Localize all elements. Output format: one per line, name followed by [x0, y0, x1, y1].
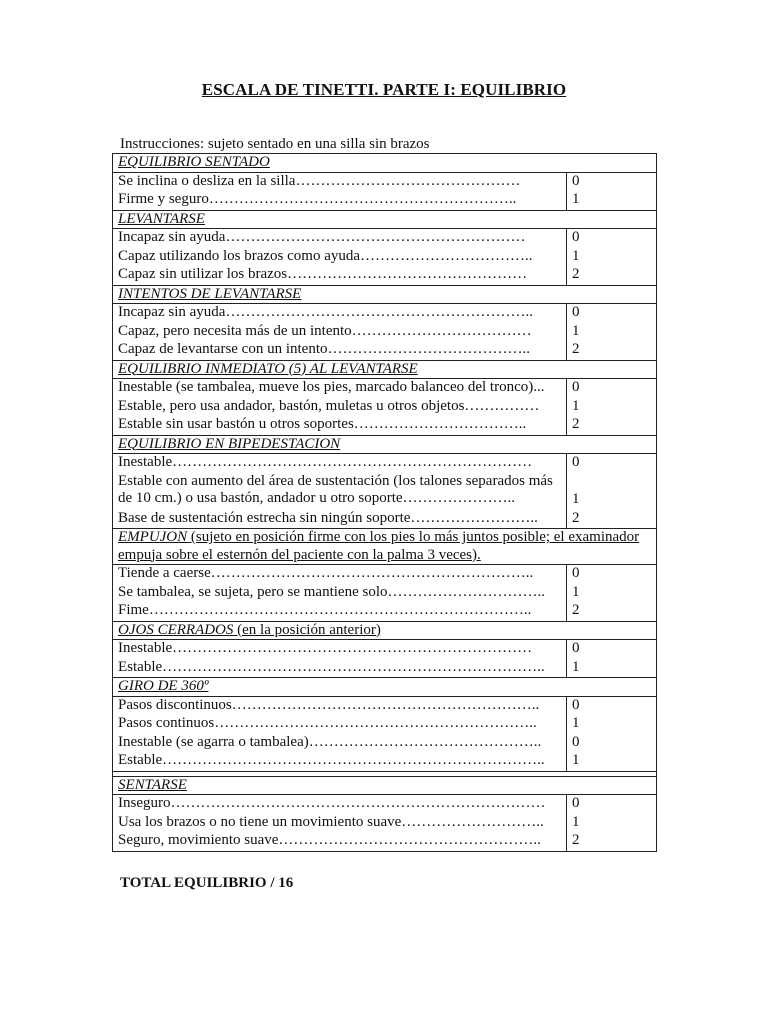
- item-score: 0: [572, 379, 580, 395]
- section-items-row: [113, 172, 657, 210]
- item-text: Estable sin usar bastón u otros soportes……………………………..: [118, 416, 527, 432]
- item-list: [113, 454, 567, 529]
- item-text: Capaz sin utilizar los brazos…………………………………………: [118, 266, 528, 282]
- item-score: 0: [572, 172, 580, 189]
- score-list: [567, 229, 657, 286]
- section-title: EQUILIBRIO SENTADO: [118, 154, 270, 170]
- item-score: 0: [572, 565, 580, 581]
- section-header: [113, 285, 657, 304]
- item-text: Capaz, pero necesita más de un intento………………………………: [118, 322, 532, 339]
- item-text: Capaz utilizando los brazos como ayuda……………………………..: [118, 247, 533, 264]
- score-list: [567, 696, 657, 771]
- section-title: EQUILIBRIO INMEDIATO (5) AL LEVANTARSE: [118, 360, 418, 377]
- item-text: Capaz de levantarse con un intento…………………………………..: [118, 341, 531, 357]
- item-text: Inestable (se agarra o tambalea)………………………………………..: [118, 733, 542, 750]
- section-title: OJOS CERRADOS: [118, 621, 234, 638]
- item-score: 0: [572, 733, 580, 750]
- item-score: 1: [572, 813, 580, 830]
- item-score: 2: [572, 341, 580, 357]
- section-title: EMPUJON: [118, 529, 188, 545]
- section-header: [113, 360, 657, 379]
- section-header: [113, 621, 657, 640]
- item-score: 0: [572, 640, 580, 656]
- item-list: [113, 379, 567, 436]
- item-text: Incapaz sin ayuda……………………………………………………..: [118, 304, 533, 320]
- score-list: [567, 795, 657, 852]
- item-text: Base de sustentación estrecha sin ningún soporte……………………..: [118, 509, 538, 526]
- item-text: Incapaz sin ayuda……………………………………………………: [118, 229, 526, 245]
- section-header-row: [113, 435, 657, 454]
- section-header-row: [113, 529, 657, 565]
- score-list: [567, 640, 657, 678]
- item-text: Usa los brazos o no tiene un movimiento suave………………………..: [118, 813, 544, 830]
- tinetti-balance-table: [112, 153, 657, 852]
- item-list: [113, 304, 567, 361]
- item-text: Estable…………………………………………………………………..: [118, 658, 545, 675]
- score-list: [567, 172, 657, 210]
- item-score: 1: [572, 397, 580, 414]
- item-score: 1: [572, 491, 580, 507]
- item-score: 1: [572, 752, 580, 768]
- instructions-text: Instrucciones: sujeto sentado en una silla sin brazos: [120, 136, 430, 152]
- item-score: 2: [572, 509, 580, 526]
- section-items-row: [113, 795, 657, 852]
- item-score: 2: [572, 602, 580, 618]
- section-header-row: [113, 210, 657, 229]
- item-score: 1: [572, 715, 580, 731]
- item-text: Pasos discontinuos……………………………………………………..: [118, 696, 540, 713]
- section-header: [113, 154, 657, 173]
- item-list: [113, 640, 567, 678]
- item-score: 2: [572, 266, 580, 282]
- item-score: 1: [572, 658, 580, 675]
- section-title: SENTARSE: [118, 776, 187, 793]
- item-list: [113, 696, 567, 771]
- document-title: ESCALA DE TINETTI. PARTE I: EQUILIBRIO: [201, 80, 567, 99]
- section-header-row: [113, 360, 657, 379]
- item-text: Seguro, movimiento suave……………………………………………..: [118, 832, 541, 848]
- item-score: 1: [572, 191, 580, 207]
- item-text: Pasos continuos………………………………………………………..: [118, 715, 537, 731]
- item-text: Estable…………………………………………………………………..: [118, 752, 545, 768]
- item-text: Inseguro…………………………………………………………………: [118, 795, 546, 811]
- item-score: 2: [572, 832, 580, 848]
- section-items-row: [113, 696, 657, 771]
- score-list: [567, 304, 657, 361]
- score-list: [567, 379, 657, 436]
- item-text: Se inclina o desliza en la silla………………………………………: [118, 172, 521, 189]
- item-text: Fime…………………………………………………………………..: [118, 602, 532, 618]
- item-score: 1: [572, 583, 580, 600]
- item-list: [113, 172, 567, 210]
- item-score: 1: [572, 247, 580, 264]
- item-list: [113, 795, 567, 852]
- score-list: [567, 454, 657, 529]
- section-items-row: [113, 229, 657, 286]
- item-score: 0: [572, 696, 580, 713]
- section-header: [113, 210, 657, 229]
- item-list: [113, 229, 567, 286]
- section-title: INTENTOS DE LEVANTARSE: [118, 285, 302, 302]
- item-text: Se tambalea, se sujeta, pero se mantiene solo…………………………..: [118, 583, 545, 600]
- section-header: [113, 435, 657, 454]
- section-header-row: [113, 621, 657, 640]
- section-title: EQUILIBRIO EN BIPEDESTACION: [118, 435, 341, 452]
- section-header-row: [113, 154, 657, 173]
- section-items-row: [113, 640, 657, 678]
- section-header-row: [113, 285, 657, 304]
- item-score: 0: [572, 795, 580, 811]
- section-items-row: [113, 304, 657, 361]
- total-score-label: TOTAL EQUILIBRIO / 16: [120, 875, 294, 891]
- item-score: 0: [572, 304, 580, 320]
- section-header: [113, 678, 657, 697]
- section-header: [113, 529, 657, 565]
- score-list: [567, 565, 657, 622]
- section-items-row: [113, 565, 657, 622]
- item-score: 2: [572, 416, 580, 432]
- item-text: Firme y seguro……………………………………………………..: [118, 191, 517, 207]
- section-note: (en la posición anterior): [233, 621, 381, 638]
- section-title: GIRO DE 360º: [118, 678, 209, 694]
- section-header: [113, 776, 657, 795]
- item-score: 0: [572, 454, 580, 470]
- item-score: 1: [572, 322, 580, 339]
- item-text: Inestable (se tambalea, mueve los pies, marcado balanceo del tronco)...: [118, 379, 545, 395]
- section-items-row: [113, 454, 657, 529]
- item-text: Estable con aumento del área de sustentación (los talones separados más de 10 cm.) o usa bastón, andador u otro soporte…………………..: [118, 472, 553, 506]
- item-score: 0: [572, 229, 580, 245]
- item-text: Tiende a caerse………………………………………………………..: [118, 565, 534, 581]
- section-header-row: [113, 776, 657, 795]
- item-text: Inestable………………………………………………………………: [118, 454, 533, 470]
- item-list: [113, 565, 567, 622]
- item-text: Inestable………………………………………………………………: [118, 640, 533, 656]
- item-text: Estable, pero usa andador, bastón, muletas u otros objetos……………: [118, 397, 540, 414]
- section-note: (sujeto en posición firme con los pies lo más juntos posible; el examinador empuja sobre el esternón del paciente con la palma 3 veces).: [118, 529, 640, 563]
- section-items-row: [113, 379, 657, 436]
- section-header-row: [113, 678, 657, 697]
- section-title: LEVANTARSE: [118, 210, 205, 227]
